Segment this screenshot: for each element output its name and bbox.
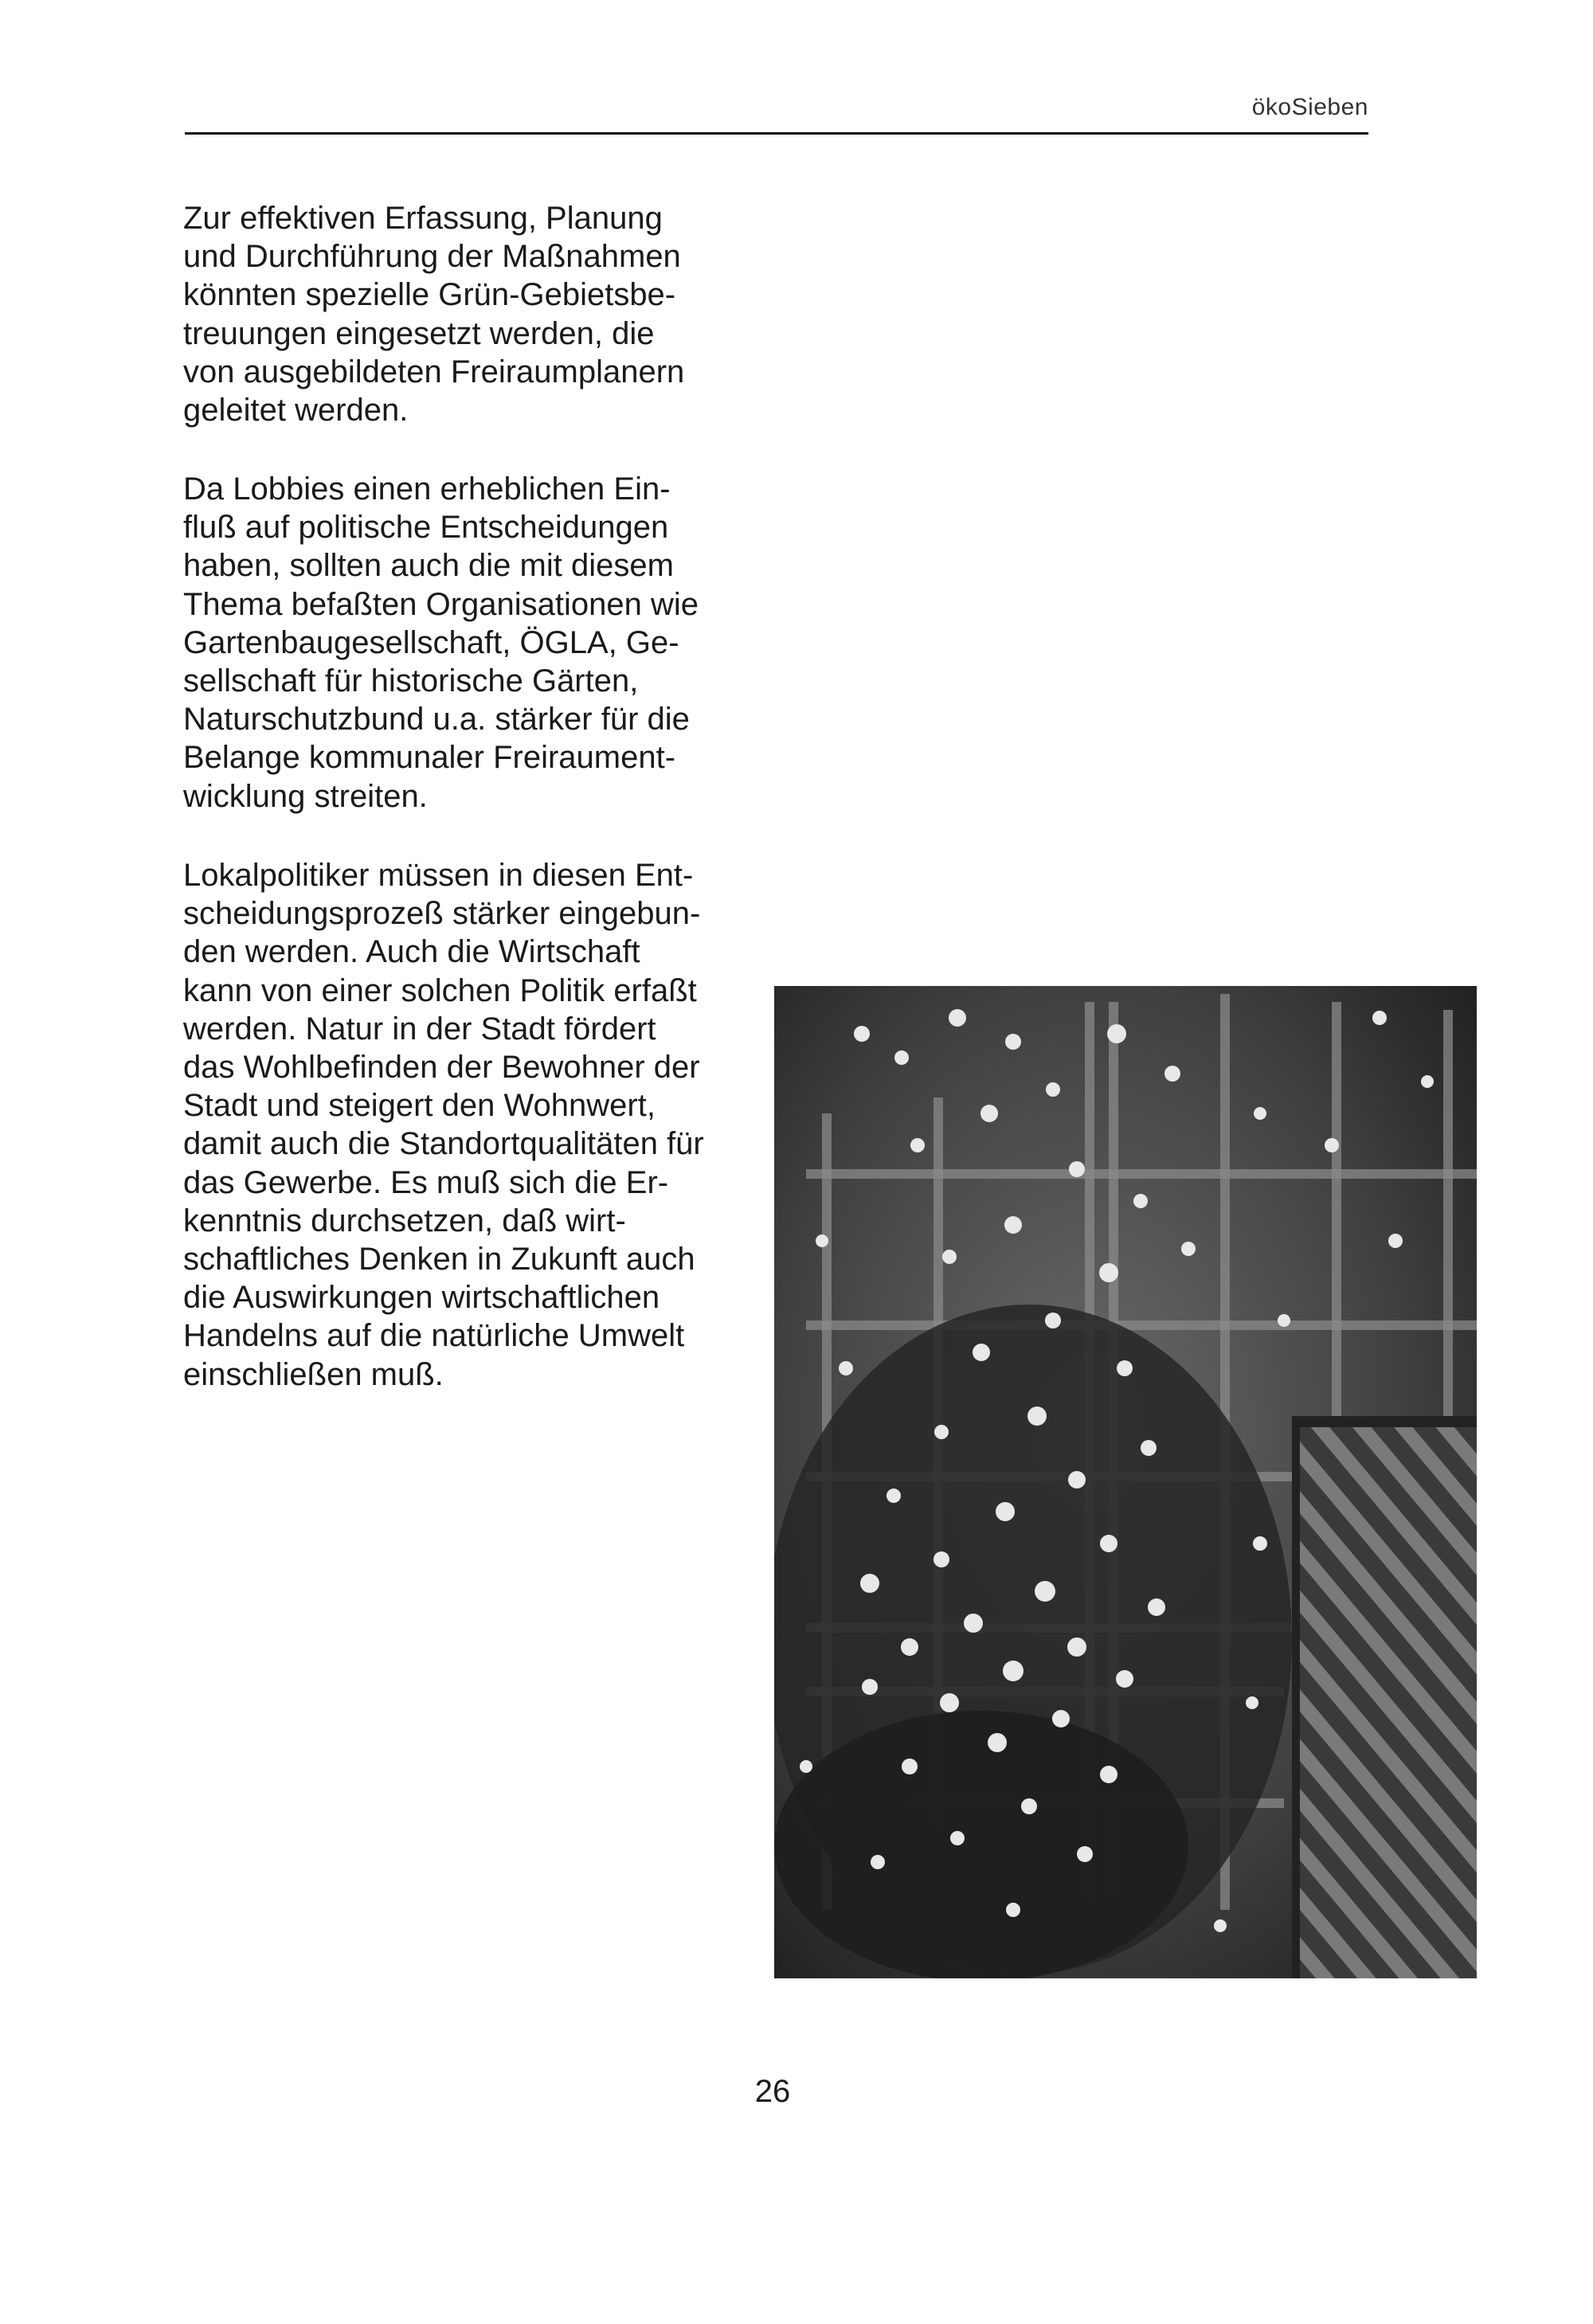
paragraph-3: Lokalpolitiker müssen in diesen Ent- scheidungsprozeß stärker eingebun- den werden. Auch die Wirtschaft kann von einer solchen Politik erfaßt werden. Natur in der Stadt fördert das Wohlbefinden der Bewohner der Stadt und steigert den Wohnwert, damit auch die Standortqualitäten für das Gewerbe. Es muß sich die Er- kenntnis durchsetzen, daß wirt- schaftliches Denken in Zukunft auch die Auswirkungen wirtschaftlichen Handelns auf die natürliche Umwelt einschließen muß. <box>183 858 704 1392</box>
rose-trellis-photo <box>774 986 1477 1978</box>
paragraph-2: Da Lobbies einen erheblichen Ein- fluß auf politische Entscheidungen haben, sollten auch die mit diesem Thema befaßten Organisationen wie Gartenbaugesellschaft, ÖGLA, Ge- sellschaft für historische Gärten, Naturschutzbund u.a. stärker für die Belange kommunaler Freiraument- wicklung streiten. <box>183 471 699 814</box>
paragraph-1: Zur effektiven Erfassung, Planung und Durchführung der Maßnahmen könnten spezielle Grün-Gebietsbe- treuungen eingesetzt werden, die von ausgebildeten Freiraumplanern geleitet werden. <box>183 201 685 428</box>
header-rule <box>185 132 1368 135</box>
page-number: 26 <box>754 2074 791 2109</box>
running-header: ökoSieben <box>1251 94 1368 120</box>
photo-illustration <box>774 986 1477 1978</box>
